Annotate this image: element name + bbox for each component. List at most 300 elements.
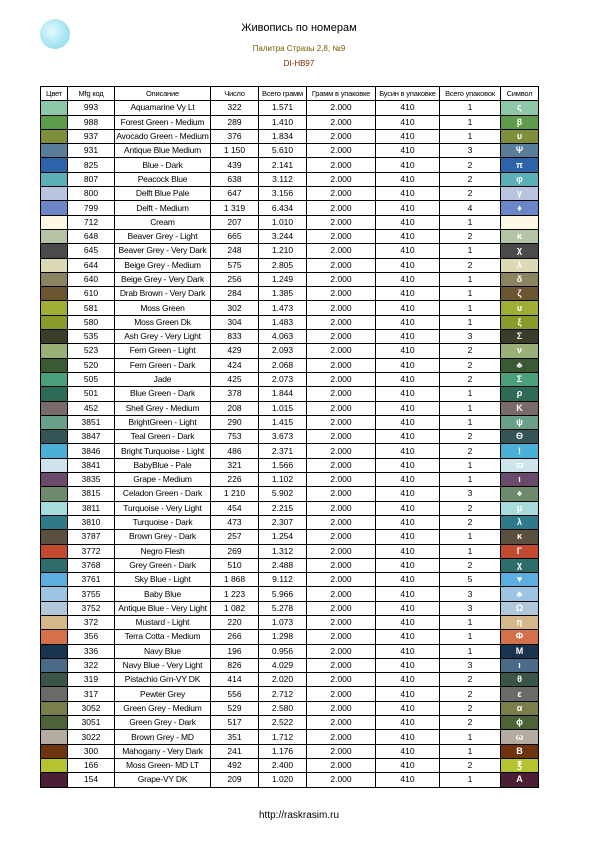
beads-per-pack: 410: [376, 473, 440, 487]
mfg-code: 3051: [68, 716, 115, 730]
total-packs: 3: [440, 658, 501, 672]
color-description: Cream: [115, 215, 211, 229]
total-grams: 2.020: [259, 673, 307, 687]
mfg-code: 3052: [68, 701, 115, 715]
symbol: ψ: [501, 415, 539, 429]
symbol: μ: [501, 501, 539, 515]
total-packs: 1: [440, 115, 501, 129]
color-swatch: [41, 458, 68, 472]
beads-per-pack: 410: [376, 344, 440, 358]
mfg-code: 3768: [68, 558, 115, 572]
total-grams: 3.156: [259, 187, 307, 201]
bead-count: 510: [211, 558, 259, 572]
total-grams: 3.112: [259, 172, 307, 186]
total-packs: 1: [440, 272, 501, 286]
symbol: ♣: [501, 587, 539, 601]
total-packs: 2: [440, 172, 501, 186]
mfg-code: 937: [68, 129, 115, 143]
mfg-code: 501: [68, 387, 115, 401]
table-row: [41, 701, 539, 715]
color-swatch: [41, 473, 68, 487]
color-swatch: [41, 744, 68, 758]
pack-grams: 2.000: [307, 315, 376, 329]
total-grams: 4.029: [259, 658, 307, 672]
total-packs: 1: [440, 644, 501, 658]
table-row: [41, 601, 539, 615]
total-packs: 2: [440, 716, 501, 730]
color-swatch: [41, 415, 68, 429]
beads-per-pack: 410: [376, 658, 440, 672]
total-grams: 1.254: [259, 530, 307, 544]
bead-count: 1 150: [211, 144, 259, 158]
total-grams: 1.102: [259, 473, 307, 487]
color-swatch: [41, 444, 68, 458]
total-packs: 1: [440, 615, 501, 629]
pack-grams: 2.000: [307, 644, 376, 658]
bead-count: 266: [211, 630, 259, 644]
total-grams: 1.312: [259, 544, 307, 558]
symbol: δ: [501, 272, 539, 286]
bead-count: 517: [211, 716, 259, 730]
total-grams: 1.473: [259, 301, 307, 315]
mfg-code: 535: [68, 330, 115, 344]
total-packs: 2: [440, 673, 501, 687]
color-description: Navy Blue: [115, 644, 211, 658]
total-packs: 2: [440, 344, 501, 358]
mfg-code: 317: [68, 687, 115, 701]
table-row: [41, 301, 539, 315]
beads-per-pack: 410: [376, 744, 440, 758]
pack-grams: 2.000: [307, 515, 376, 529]
total-packs: 1: [440, 744, 501, 758]
color-swatch: [41, 115, 68, 129]
color-description: Brown Grey - Dark: [115, 530, 211, 544]
total-grams: 1.712: [259, 730, 307, 744]
color-swatch: [41, 344, 68, 358]
bead-count: 351: [211, 730, 259, 744]
color-description: Blue Green - Dark: [115, 387, 211, 401]
color-description: Beige Grey - Medium: [115, 258, 211, 272]
total-packs: 1: [440, 315, 501, 329]
total-packs: 1: [440, 387, 501, 401]
total-packs: 1: [440, 129, 501, 143]
beads-per-pack: 410: [376, 172, 440, 186]
symbol: ♣: [501, 358, 539, 372]
beads-per-pack: 410: [376, 415, 440, 429]
mfg-code: 3846: [68, 444, 115, 458]
table-row: [41, 530, 539, 544]
color-swatch: [41, 544, 68, 558]
total-packs: 2: [440, 444, 501, 458]
mfg-code: 3761: [68, 573, 115, 587]
bead-count: 302: [211, 301, 259, 315]
beads-per-pack: 410: [376, 601, 440, 615]
total-packs: 2: [440, 558, 501, 572]
color-description: Negro Flesh: [115, 544, 211, 558]
table-row: [41, 744, 539, 758]
symbol: ξ: [501, 315, 539, 329]
color-description: Green Grey - Dark: [115, 716, 211, 730]
color-description: Moss Green- MD LT: [115, 758, 211, 772]
color-description: Mustard - Light: [115, 615, 211, 629]
color-swatch: [41, 615, 68, 629]
color-swatch: [41, 187, 68, 201]
table-row: [41, 272, 539, 286]
symbol: ℥: [501, 758, 539, 772]
palette-table: [40, 86, 539, 788]
symbol: ϖ: [501, 458, 539, 472]
color-swatch: [41, 272, 68, 286]
total-grams: 1.834: [259, 129, 307, 143]
mfg-code: 3851: [68, 415, 115, 429]
table-row: [41, 716, 539, 730]
beads-per-pack: 410: [376, 644, 440, 658]
beads-per-pack: 410: [376, 430, 440, 444]
pack-grams: 2.000: [307, 258, 376, 272]
total-packs: 1: [440, 244, 501, 258]
beads-per-pack: 410: [376, 630, 440, 644]
symbol: Σ: [501, 330, 539, 344]
total-grams: 1.410: [259, 115, 307, 129]
bead-count: 1 868: [211, 573, 259, 587]
color-swatch: [41, 372, 68, 386]
pack-grams: 2.000: [307, 244, 376, 258]
total-grams: 5.610: [259, 144, 307, 158]
symbol: ♠: [501, 487, 539, 501]
color-description: Fern Green - Dark: [115, 358, 211, 372]
mfg-code: 825: [68, 158, 115, 172]
beads-per-pack: 410: [376, 187, 440, 201]
color-description: Beaver Grey - Very Dark: [115, 244, 211, 258]
table-row: [41, 615, 539, 629]
pack-grams: 2.000: [307, 744, 376, 758]
pack-grams: 2.000: [307, 558, 376, 572]
color-description: BrightGreen - Light: [115, 415, 211, 429]
beads-per-pack: 410: [376, 301, 440, 315]
total-grams: 5.966: [259, 587, 307, 601]
color-swatch: [41, 215, 68, 229]
color-swatch: [41, 430, 68, 444]
pack-grams: 2.000: [307, 630, 376, 644]
total-packs: 1: [440, 458, 501, 472]
table-row: [41, 101, 539, 115]
bead-count: 322: [211, 101, 259, 115]
symbol: ι: [501, 658, 539, 672]
color-swatch: [41, 315, 68, 329]
bead-count: 226: [211, 473, 259, 487]
total-packs: 2: [440, 515, 501, 529]
bead-count: 529: [211, 701, 259, 715]
bead-count: 1 319: [211, 201, 259, 215]
beads-per-pack: 410: [376, 244, 440, 258]
pack-grams: 2.000: [307, 444, 376, 458]
color-description: Navy Blue - Very Light: [115, 658, 211, 672]
bead-count: 209: [211, 773, 259, 787]
symbol: υ: [501, 301, 539, 315]
symbol: ζ: [501, 287, 539, 301]
table-row: [41, 658, 539, 672]
table-row: [41, 687, 539, 701]
total-grams: 1.210: [259, 244, 307, 258]
total-packs: 1: [440, 773, 501, 787]
symbol: γ: [501, 187, 539, 201]
color-description: Delft Blue Pale: [115, 187, 211, 201]
col-header-color: Цвет: [41, 87, 68, 101]
bead-count: 376: [211, 129, 259, 143]
total-packs: 3: [440, 601, 501, 615]
pack-grams: 2.000: [307, 215, 376, 229]
total-packs: 2: [440, 258, 501, 272]
color-description: Forest Green - Medium: [115, 115, 211, 129]
pack-grams: 2.000: [307, 358, 376, 372]
total-grams: 1.015: [259, 401, 307, 415]
beads-per-pack: 410: [376, 272, 440, 286]
table-row: [41, 473, 539, 487]
mfg-code: 610: [68, 287, 115, 301]
symbol: Σ: [501, 372, 539, 386]
mfg-code: 993: [68, 101, 115, 115]
total-grams: 1.571: [259, 101, 307, 115]
pack-grams: 2.000: [307, 229, 376, 243]
color-description: Bright Turquoise - Light: [115, 444, 211, 458]
bead-count: 256: [211, 272, 259, 286]
symbol: α: [501, 701, 539, 715]
table-row: [41, 258, 539, 272]
bead-count: 321: [211, 458, 259, 472]
color-swatch: [41, 158, 68, 172]
total-grams: 1.385: [259, 287, 307, 301]
total-packs: 2: [440, 358, 501, 372]
beads-per-pack: 410: [376, 201, 440, 215]
beads-per-pack: 410: [376, 544, 440, 558]
color-description: BabyBlue - Pale: [115, 458, 211, 472]
symbol: ♦: [501, 201, 539, 215]
total-packs: 3: [440, 330, 501, 344]
table-row: [41, 115, 539, 129]
total-grams: 2.805: [259, 258, 307, 272]
total-grams: 5.902: [259, 487, 307, 501]
total-packs: 2: [440, 229, 501, 243]
bead-count: 575: [211, 258, 259, 272]
color-swatch: [41, 687, 68, 701]
color-description: Beaver Grey - Light: [115, 229, 211, 243]
pack-grams: 2.000: [307, 673, 376, 687]
table-row: [41, 287, 539, 301]
mfg-code: 3772: [68, 544, 115, 558]
mfg-code: 645: [68, 244, 115, 258]
mfg-code: 3022: [68, 730, 115, 744]
mfg-code: 644: [68, 258, 115, 272]
color-description: Peacock Blue: [115, 172, 211, 186]
symbol: ε: [501, 687, 539, 701]
symbol: χ: [501, 244, 539, 258]
bead-count: 414: [211, 673, 259, 687]
color-swatch: [41, 487, 68, 501]
total-grams: 2.307: [259, 515, 307, 529]
color-swatch: [41, 630, 68, 644]
total-packs: 2: [440, 687, 501, 701]
beads-per-pack: 410: [376, 730, 440, 744]
bead-count: 473: [211, 515, 259, 529]
total-grams: 1.176: [259, 744, 307, 758]
mfg-code: 166: [68, 758, 115, 772]
mfg-code: 580: [68, 315, 115, 329]
beads-per-pack: 410: [376, 101, 440, 115]
mfg-code: 807: [68, 172, 115, 186]
total-packs: 2: [440, 701, 501, 715]
mfg-code: 640: [68, 272, 115, 286]
color-swatch: [41, 172, 68, 186]
total-grams: 2.141: [259, 158, 307, 172]
table-row: [41, 487, 539, 501]
total-packs: 1: [440, 530, 501, 544]
beads-per-pack: 410: [376, 716, 440, 730]
pack-grams: 2.000: [307, 415, 376, 429]
color-swatch: [41, 530, 68, 544]
color-swatch: [41, 401, 68, 415]
table-row: [41, 573, 539, 587]
symbol: ↓: [501, 215, 539, 229]
table-row: [41, 644, 539, 658]
mfg-code: 523: [68, 344, 115, 358]
pack-grams: 2.000: [307, 530, 376, 544]
color-description: Turquoise - Very Light: [115, 501, 211, 515]
total-packs: 2: [440, 758, 501, 772]
color-swatch: [41, 730, 68, 744]
total-packs: 1: [440, 630, 501, 644]
color-description: Pistachio Grn-VY DK: [115, 673, 211, 687]
col-header-mfg: Mfg код: [68, 87, 115, 101]
bead-count: 290: [211, 415, 259, 429]
color-swatch: [41, 144, 68, 158]
color-description: Delft - Medium: [115, 201, 211, 215]
total-packs: 2: [440, 158, 501, 172]
mfg-code: 336: [68, 644, 115, 658]
table-row: [41, 730, 539, 744]
color-swatch: [41, 101, 68, 115]
color-swatch: [41, 287, 68, 301]
color-swatch: [41, 673, 68, 687]
col-header-beads-per-pack: Бусин в упаковке: [376, 87, 440, 101]
bead-count: 486: [211, 444, 259, 458]
color-description: Teal Green - Dark: [115, 430, 211, 444]
total-grams: 1.010: [259, 215, 307, 229]
table-row: [41, 344, 539, 358]
beads-per-pack: 410: [376, 773, 440, 787]
color-swatch: [41, 658, 68, 672]
pack-grams: 2.000: [307, 587, 376, 601]
table-row: [41, 458, 539, 472]
color-description: Antique Blue - Very Light: [115, 601, 211, 615]
mfg-code: 452: [68, 401, 115, 415]
table-header-row: [41, 87, 539, 101]
pack-grams: 2.000: [307, 730, 376, 744]
pack-grams: 2.000: [307, 115, 376, 129]
mfg-code: 3815: [68, 487, 115, 501]
total-grams: 1.298: [259, 630, 307, 644]
color-description: Grape - Medium: [115, 473, 211, 487]
color-description: Brown Grey - MD: [115, 730, 211, 744]
symbol: Φ: [501, 630, 539, 644]
pack-grams: 2.000: [307, 544, 376, 558]
color-swatch: [41, 573, 68, 587]
total-grams: 2.073: [259, 372, 307, 386]
beads-per-pack: 410: [376, 573, 440, 587]
col-header-pack-grams: Грамм в упаковке: [307, 87, 376, 101]
beads-per-pack: 410: [376, 330, 440, 344]
beads-per-pack: 410: [376, 387, 440, 401]
color-description: Mahogany - Very Dark: [115, 744, 211, 758]
bead-count: 753: [211, 430, 259, 444]
table-row: [41, 144, 539, 158]
pack-grams: 2.000: [307, 773, 376, 787]
color-swatch: [41, 387, 68, 401]
pack-grams: 2.000: [307, 272, 376, 286]
bead-count: 429: [211, 344, 259, 358]
symbol: κ: [501, 530, 539, 544]
mfg-code: 154: [68, 773, 115, 787]
beads-per-pack: 410: [376, 458, 440, 472]
pack-grams: 2.000: [307, 372, 376, 386]
table-row: [41, 129, 539, 143]
pack-grams: 2.000: [307, 687, 376, 701]
beads-per-pack: 410: [376, 587, 440, 601]
color-description: Turquoise - Dark: [115, 515, 211, 529]
color-swatch: [41, 358, 68, 372]
page-title: Живопись по номерам: [241, 22, 357, 34]
bead-count: 665: [211, 229, 259, 243]
symbol: Ω: [501, 601, 539, 615]
beads-per-pack: 410: [376, 758, 440, 772]
symbol: !: [501, 444, 539, 458]
beads-per-pack: 410: [376, 215, 440, 229]
bead-count: 241: [211, 744, 259, 758]
pack-grams: 2.000: [307, 330, 376, 344]
pack-grams: 2.000: [307, 129, 376, 143]
color-swatch: [41, 515, 68, 529]
col-header-symbol: Символ: [501, 87, 539, 101]
pack-grams: 2.000: [307, 172, 376, 186]
total-packs: 2: [440, 501, 501, 515]
bead-count: 425: [211, 372, 259, 386]
symbol: λ: [501, 515, 539, 529]
beads-per-pack: 410: [376, 358, 440, 372]
mfg-code: 799: [68, 201, 115, 215]
table-row: [41, 544, 539, 558]
mfg-code: 3787: [68, 530, 115, 544]
bead-count: 207: [211, 215, 259, 229]
beads-per-pack: 410: [376, 258, 440, 272]
color-description: Aquamarine Vy Lt: [115, 101, 211, 115]
total-grams: 5.278: [259, 601, 307, 615]
mfg-code: 300: [68, 744, 115, 758]
symbol: ω: [501, 730, 539, 744]
color-description: Grey Green - Dark: [115, 558, 211, 572]
table-row: [41, 415, 539, 429]
color-description: Drab Brown - Very Dark: [115, 287, 211, 301]
pack-grams: 2.000: [307, 716, 376, 730]
beads-per-pack: 410: [376, 673, 440, 687]
pack-grams: 2.000: [307, 487, 376, 501]
beads-per-pack: 410: [376, 115, 440, 129]
table-row: [41, 515, 539, 529]
total-grams: 1.020: [259, 773, 307, 787]
beads-per-pack: 410: [376, 501, 440, 515]
mfg-code: 3810: [68, 515, 115, 529]
total-packs: 2: [440, 187, 501, 201]
table-row: [41, 315, 539, 329]
color-description: Blue - Dark: [115, 158, 211, 172]
